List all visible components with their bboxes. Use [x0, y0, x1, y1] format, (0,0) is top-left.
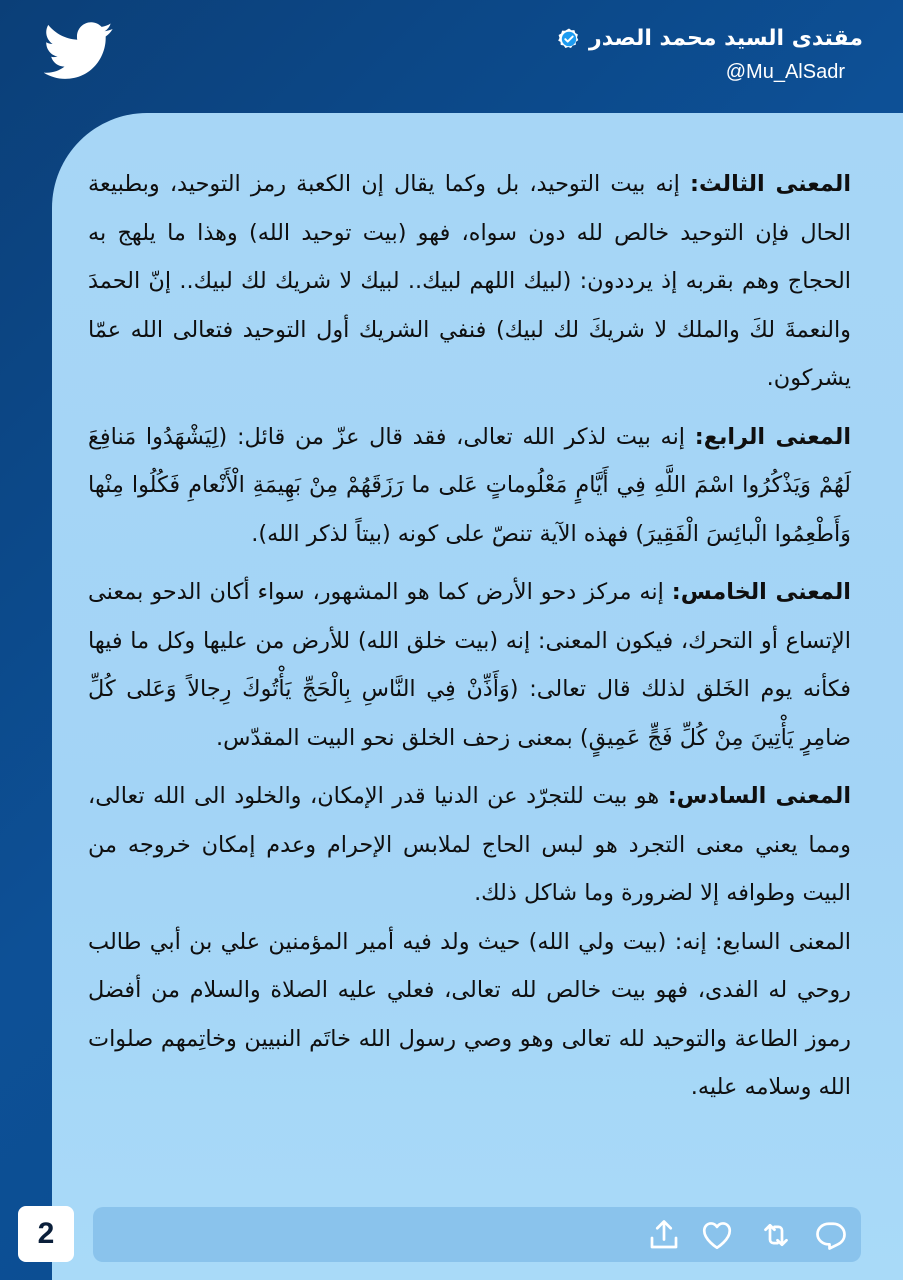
paragraph-text: المعنى السابع: إنه: (بيت ولي الله) حيث ولد فيه أمير المؤمنين علي بن أبي طالب روحي له الفدى، فهو بيت خالص لله تعالى، فعلي عليه الصلاة والسلام من أفضل رموز الطاعة والتوحيد لله تعالى وهو وصي رسول الله خاتَم النبيين وخاتِمهم صلوات الله وسلامه عليه. — [88, 928, 851, 1100]
verified-badge-icon — [557, 27, 581, 51]
paragraph-text: إنه بيت لذكر الله تعالى، فقد قال عزّ من قائل: (لِيَشْهَدُوا مَنافِعَ لَهُمْ وَيَذْكُرُوا اسْمَ اللَّهِ فِي أَيَّامٍ مَعْلُوماتٍ عَلى ما رَزَقَهُمْ مِنْ بَهِيمَةِ الْأَنْعامِ فَكُلُوا مِنْها وَأَطْعِمُوا الْبائِسَ الْفَقِيرَ) فهذه الآية تنصّ على كونه (بيتاً لذكر الله). — [88, 423, 851, 547]
paragraph-heading: المعنى الثالث: — [690, 171, 851, 197]
like-icon[interactable] — [699, 1217, 735, 1253]
paragraph-heading: المعنى السادس: — [667, 783, 851, 809]
paragraph-meaning-7 — [88, 918, 851, 1112]
paragraph-meaning-4 — [88, 413, 851, 559]
paragraph-meaning-6 — [88, 772, 851, 918]
retweet-icon[interactable] — [758, 1217, 794, 1253]
paragraph-meaning-5 — [88, 568, 851, 762]
twitter-bird-logo — [44, 22, 114, 80]
paragraph-text: إنه مركز دحو الأرض كما هو المشهور، سواء أكان الدحو بمعنى الإتساع أو التحرك، فيكون المعنى: إنه (بيت خلق الله) للأرض من عليها وكل ما فيها فكأنه يوم الخَلق لذلك قال تعالى: (وَأَذِّنْ فِي النَّاسِ بِالْحَجِّ يَأْتُوكَ رِجالاً وَعَلى كُلِّ ضامِرٍ يَأْتِينَ مِنْ كُلِّ فَجٍّ عَمِيقٍ) بمعنى زحف الخلق نحو البيت المقدّس. — [88, 579, 851, 751]
tweet-header — [557, 26, 863, 84]
author-row — [557, 26, 863, 51]
author-handle[interactable]: @Mu_AlSadr — [725, 61, 845, 83]
paragraph-meaning-3 — [88, 160, 851, 403]
tweet-action-bar — [93, 1207, 861, 1262]
paragraph-text: إنه بيت التوحيد، بل وكما يقال إن الكعبة رمز التوحيد، وبطبيعة الحال فإن التوحيد خالص لله دون سواه، فهو (بيت توحيد الله) وهذا ما يلهج به الحجاج وهم بقربه إذ يرددون: (لبيك اللهم لبيك.. لبيك لا شريك لك لبيك.. إنّ الحمدَ والنعمةَ لكَ والملك لا شريكَ لك لبيك) فنفي الشريك أول التوحيد فتعالى الله عمّا يشركون. — [88, 171, 851, 391]
tweet-body — [88, 160, 851, 1122]
paragraph-heading: المعنى الخامس: — [671, 579, 851, 605]
paragraph-heading: المعنى الرابع: — [694, 423, 851, 450]
page-number-badge: 2 — [18, 1206, 74, 1262]
reply-icon[interactable] — [813, 1217, 849, 1253]
share-icon[interactable] — [646, 1217, 682, 1253]
author-name[interactable]: مقتدى السيد محمد الصدر — [589, 26, 863, 51]
paragraph-text: هو بيت للتجرّد عن الدنيا قدر الإمكان، والخلود الى الله تعالى، ومما يعني معنى التجرد هو لبس الحاج لملابس الإحرام وعدم إمكان خروجه من البيت وطوافه إلا لضرورة وما شاكل ذلك. — [88, 783, 851, 906]
